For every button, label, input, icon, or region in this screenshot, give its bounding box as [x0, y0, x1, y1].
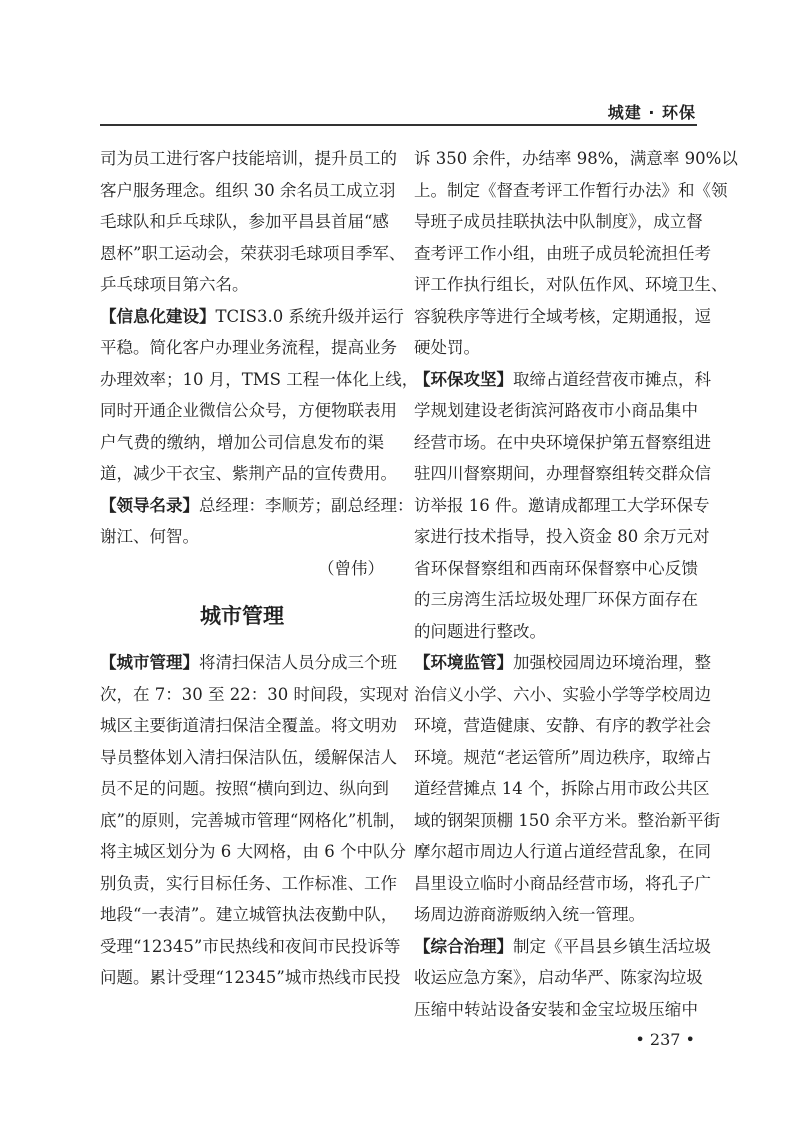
text-line [100, 931, 401, 963]
line-text: 道经营摊点 14 个，拆除占用市政公共区 [414, 779, 710, 798]
line-text: 省环保督察组和西南环保督察中心反馈 [414, 558, 698, 578]
paragraph-heading: 【综合治理】 [414, 936, 513, 956]
text-line [100, 301, 404, 333]
text-line [100, 458, 397, 490]
text-line [414, 710, 711, 742]
text-line [100, 679, 409, 711]
paragraph-heading: 【环保攻坚】 [414, 369, 513, 389]
right-column [414, 143, 738, 1025]
text-line [414, 647, 711, 679]
line-text: 的问题进行整改。 [414, 621, 546, 641]
line-text: 导班子成员挂联执法中队制度》，成立督 [414, 212, 703, 231]
text-line [100, 395, 397, 427]
line-text: 家进行技术指导，投入资金 80 余万元对 [414, 527, 710, 546]
line-text: 制定《平昌县乡镇生活垃圾 [513, 936, 711, 956]
text-line [414, 269, 728, 301]
line-text: 谢江、何智。 [100, 527, 199, 546]
text-line [414, 332, 698, 364]
line-text: 次，在 7：30 至 22：30 时间段，实现对 [100, 684, 409, 704]
line-text: （曾伟） [318, 558, 384, 578]
line-text: 毛球队和乒乓球队，参加平昌县首届“感 [100, 212, 389, 231]
line-text: 司为员工进行客户技能培训，提升员工的 [100, 149, 397, 168]
text-line [100, 899, 398, 931]
right-column-text [414, 143, 738, 1025]
text-line [414, 490, 710, 522]
line-text: 员不足的问题。按照“横向到边、纵向到 [100, 779, 389, 798]
line-text: 压缩中转站设备安装和金宝垃圾压缩中 [414, 999, 698, 1019]
text-line [414, 899, 698, 931]
line-text: 问题。累计受理“12345”城市热线市民投 [100, 968, 401, 987]
left-column-text-before [100, 143, 419, 584]
text-line [414, 395, 698, 427]
text-line [100, 521, 384, 553]
line-text: 地段“一表清”。建立城管执法夜勤中队， [100, 905, 398, 924]
text-line [414, 427, 711, 459]
text-line [100, 332, 397, 364]
header-rule [100, 124, 697, 126]
line-text: 评工作执行组长，对队伍作风、环境卫生、 [414, 275, 728, 294]
line-text: 硬处罚。 [414, 338, 480, 357]
text-line [414, 931, 711, 963]
paragraph-heading: 【环境监管】 [414, 653, 513, 672]
text-line [100, 710, 397, 742]
line-text: 驻四川督察期间，办理督察组转交群众信 [414, 464, 711, 483]
text-line [414, 175, 728, 207]
text-line [414, 868, 711, 900]
left-column-text-after [100, 647, 409, 994]
text-line [414, 301, 711, 333]
line-text: 加强校园周边环境治理，整 [513, 653, 711, 672]
line-text: 的三房湾生活垃圾处理厂环保方面存在 [414, 590, 698, 609]
text-line [414, 805, 720, 837]
line-text: 户气费的缴纳，增加公司信息发布的渠 [100, 432, 384, 452]
line-text: 别负责，实行目标任务、工作标准、工作 [100, 873, 397, 893]
line-text: 场周边游商游贩纳入统一管理。 [414, 905, 645, 924]
text-line [100, 427, 384, 459]
line-text: 办理效率；10 月，TMS 工程一体化上线， [100, 369, 419, 389]
line-text: 客户服务理念。组织 30 余名员工成立羽 [100, 180, 396, 200]
line-text: 查考评工作小组，由班子成员轮流担任考 [414, 243, 711, 263]
line-text: 环境。规范“老运管所”周边秩序，取缔占 [414, 747, 712, 767]
text-line [414, 742, 712, 774]
page-number: • 237 • [635, 1030, 695, 1049]
text-line [414, 206, 703, 238]
paragraph-heading: 【城市管理】 [100, 653, 199, 672]
line-text: 将清扫保洁人员分成三个班 [199, 653, 397, 672]
text-line [414, 458, 711, 490]
text-line [414, 553, 698, 585]
text-line [100, 805, 406, 837]
text-line [414, 994, 698, 1026]
running-header: 城建 · 环保 [607, 103, 696, 122]
line-text: 城区主要街道清扫保洁全覆盖。将文明劝 [100, 716, 397, 735]
line-text: 学规划建设老街滨河路夜市小商品集中 [414, 401, 698, 420]
line-text: 导员整体划入清扫保洁队伍，缓解保洁人 [100, 747, 397, 767]
line-text: 总经理：李顺芳；副总经理： [199, 495, 414, 515]
line-text: 容貌秩序等进行全域考核，定期通报，逗 [414, 306, 711, 326]
text-line [100, 206, 389, 238]
line-text: 诉 350 余件，办结率 98%，满意率 90%以 [414, 149, 738, 168]
line-text: 环境，营造健康、安静、有序的教学社会 [414, 716, 711, 735]
line-text: 底”的原则，完善城市管理“网格化”机制， [100, 810, 406, 830]
paragraph-heading: 【领导名录】 [100, 495, 199, 515]
left-column [100, 143, 419, 994]
text-line [100, 962, 401, 994]
line-text: 摩尔超市周边人行道占道经营乱象，在同 [414, 842, 711, 861]
line-text: 访举报 16 件。邀请成都理工大学环保专 [414, 495, 710, 515]
text-line [414, 143, 738, 175]
line-text: 平稳。简化客户办理业务流程，提高业务 [100, 338, 397, 357]
line-text: 道，减少干衣宝、紫荆产品的宣传费用。 [100, 464, 397, 483]
text-line [414, 521, 710, 553]
line-text: TCIS3.0 系统升级并运行 [215, 306, 404, 326]
text-line [100, 364, 419, 396]
line-text: 恩杯”职工运动会，荣获羽毛球项目季军、 [100, 243, 406, 263]
line-text: 上。制定《督查考评工作暂行办法》和《领 [414, 180, 728, 200]
line-text: 经营市场。在中央环境保护第五督察组进 [414, 432, 711, 452]
line-text: 收运应急方案》，启动华严、陈家沟垃圾 [414, 968, 703, 987]
line-text: 取缔占道经营夜市摊点，科 [513, 369, 711, 389]
text-line [414, 836, 711, 868]
text-line [100, 238, 406, 270]
text-line [414, 584, 698, 616]
line-text: 乒乓球项目第六名。 [100, 275, 249, 294]
text-line [414, 679, 711, 711]
text-line [100, 836, 406, 868]
text-line [100, 742, 397, 774]
line-text: 域的钢架顶棚 150 余平方米。整治新平街 [414, 810, 720, 830]
text-line [100, 490, 414, 522]
text-line [414, 238, 711, 270]
author-credit [100, 553, 384, 585]
section-title: 城市管理 [200, 603, 284, 628]
line-text: 将主城区划分为 6 大网格，由 6 个中队分 [100, 842, 406, 861]
text-line [100, 269, 384, 301]
paragraph-heading: 【信息化建设】 [100, 306, 216, 326]
text-line [414, 773, 710, 805]
text-line [100, 143, 397, 175]
line-text: 昌里设立临时小商品经营市场，将孔子广 [414, 873, 711, 893]
text-line [100, 868, 397, 900]
text-line [414, 364, 711, 396]
line-text: 同时开通企业微信公众号，方便物联表用 [100, 401, 397, 420]
text-line [414, 616, 698, 648]
text-line [100, 773, 389, 805]
line-text: 治信义小学、六小、实验小学等学校周边 [414, 684, 711, 704]
text-line [100, 175, 396, 207]
line-text: 受理“12345”市民热线和夜间市民投诉等 [100, 936, 401, 956]
text-line [414, 962, 703, 994]
text-line [100, 647, 397, 679]
